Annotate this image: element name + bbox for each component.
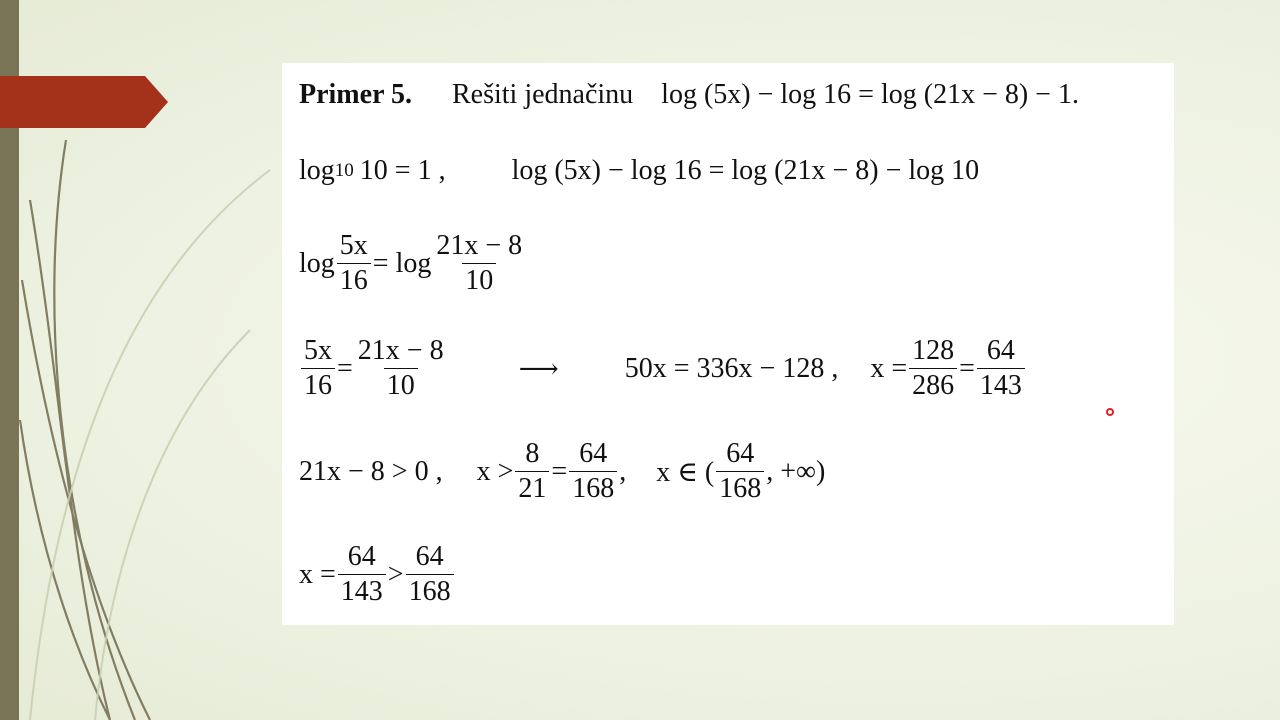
fraction-8-21 (515, 437, 549, 506)
fraction-numerator: 21x − 8 (436, 230, 523, 261)
step-3-row (299, 334, 1027, 403)
equals-sign: = (551, 455, 568, 487)
fraction-denominator: 143 (338, 574, 386, 609)
fraction-denominator: 16 (337, 263, 371, 298)
fraction-denominator: 16 (301, 368, 335, 403)
fraction-numerator: 5x (304, 335, 332, 366)
fraction-numerator: 21x − 8 (357, 335, 444, 366)
fraction-denominator: 10 (384, 368, 418, 403)
log-text: log (299, 247, 335, 279)
fraction-64-168 (569, 437, 617, 506)
step-1-row (299, 155, 979, 187)
fraction-denominator: 168 (569, 471, 617, 506)
greater-than-sign: > (387, 558, 404, 590)
fraction-denominator: 143 (977, 368, 1025, 403)
fraction-numerator: 64 (986, 335, 1015, 366)
fraction-numerator: 64 (726, 438, 755, 469)
math-content-card (282, 63, 1174, 625)
step-2-row (299, 229, 527, 298)
linear-equation: 50x = 336x − 128 , (624, 352, 839, 384)
problem-equation: log (5x) − log 16 = log (21x − 8) − 1. (661, 79, 1079, 110)
pointer-cursor-icon (1106, 408, 1114, 416)
problem-label: Primer 5. (299, 79, 412, 110)
fraction-numerator: 64 (579, 438, 608, 469)
domain-condition-row (299, 437, 825, 506)
log-base-subscript: 10 (334, 160, 354, 181)
equals-log-text: = log (372, 247, 432, 279)
fraction-numerator: 5x (339, 230, 368, 261)
comma: , (619, 455, 627, 487)
fraction-64-168 (716, 437, 764, 506)
problem-instruction: Rešiti jednačinu (451, 79, 634, 110)
fraction-21x-8-10 (433, 229, 525, 298)
equals-sign: = (337, 352, 353, 384)
fraction-5x-16 (301, 334, 335, 403)
x-greater-text: x > (476, 455, 514, 487)
x-equals-text: x = (870, 352, 908, 384)
fraction-denominator: 168 (406, 574, 454, 609)
fraction-64-143 (977, 334, 1025, 403)
domain-inequality: 21x − 8 > 0 , (299, 455, 443, 487)
rewritten-equation: log (5x) − log 16 = log (21x − 8) − log 10 (511, 155, 980, 186)
fraction-denominator: 10 (462, 263, 496, 298)
fraction-denominator: 168 (716, 471, 764, 506)
fraction-5x-16 (337, 229, 371, 298)
implies-arrow-icon: ⟶ (518, 353, 559, 385)
fraction-numerator: 128 (912, 335, 955, 366)
x-equals-text: x = (299, 558, 336, 590)
conclusion-row (299, 540, 456, 609)
fraction-denominator: 286 (909, 368, 957, 403)
fraction-128-286 (909, 334, 957, 403)
arrow-banner (0, 76, 170, 128)
fraction-64-143 (338, 540, 386, 609)
fraction-numerator: 64 (347, 541, 376, 572)
fraction-numerator: 64 (415, 541, 444, 572)
interval-tail: , +∞) (766, 455, 826, 487)
fraction-denominator: 21 (515, 471, 549, 506)
problem-title-row (299, 79, 1079, 111)
fraction-numerator: 8 (525, 438, 540, 469)
x-in-interval-text: x ∈ ( (656, 456, 715, 488)
equals-sign: = (959, 352, 975, 384)
log-identity-rest: 10 = 1 , (359, 155, 446, 186)
log-base-label: log (299, 155, 335, 186)
fraction-64-168 (406, 540, 454, 609)
fraction-21x-8-10 (355, 334, 447, 403)
